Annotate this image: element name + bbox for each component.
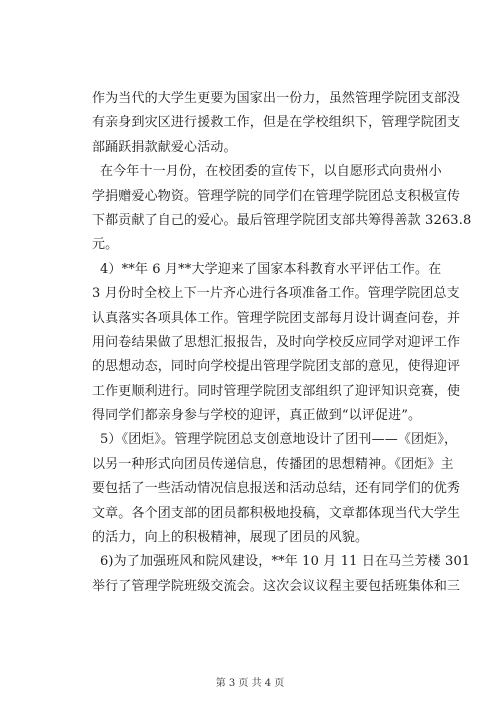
text-line: 下都贡献了自己的爱心。最后管理学院团支部共筹得善款 3263.8: [92, 212, 472, 228]
text-line: 6)为了加强班风和院风建设，**年 10 月 11 日在马兰芳楼 301: [100, 554, 471, 570]
text-line: 5）《团炬》。管理学院团总支创意地设计了团刊——《团炬》，: [100, 432, 458, 448]
text-line: 元。: [92, 237, 119, 253]
text-line: 得同学们都亲身参与学校的迎评，真正做到“以评促进”。: [92, 408, 422, 424]
text-line: 认真落实各项具体工作。管理学院团支部每月设计调查问卷，并: [92, 310, 461, 326]
text-line: 在今年十一月份，在校团委的宣传下，以自愿形式向贵州小: [100, 164, 442, 180]
text-line: 工作更顺利进行。同时管理学院团支部组织了迎评知识竞赛，使: [92, 383, 461, 399]
text-line: 的思想动态，同时向学校提出管理学院团支部的意见，使得迎评: [92, 359, 461, 375]
text-line: 以另一种形式向团员传递信息，传播团的思想精神。《团炬》主: [92, 456, 454, 472]
text-line: 的活力，向上的积极精神，展现了团员的风貌。: [92, 530, 369, 546]
text-line: 用问卷结果做了思想汇报报告，及时向学校反应同学对迎评工作: [92, 334, 461, 350]
text-line: 学捐赠爱心物资。管理学院的同学们在管理学院团总支积极宣传: [92, 188, 461, 204]
text-line: 4）**年 6 月**大学迎来了国家本科教育水平评估工作。在: [100, 261, 442, 277]
text-line: 3 月份时全校上下一片齐心进行各项准备工作。管理学院团总支: [92, 286, 460, 302]
text-line: 举行了管理学院班级交流会。这次会议议程主要包括班集体和三: [92, 578, 461, 594]
text-line: 作为当代的大学生更要为国家出一份力，虽然管理学院团支部没: [92, 91, 461, 106]
text-line: 部踊跃捐款献爱心活动。: [92, 139, 237, 155]
document-body: [92, 87, 472, 599]
page-number-footer: 第 3 页 共 4 页: [215, 678, 285, 689]
text-line: 有亲身到灾区进行援救工作，但是在学校组织下，管理学院团支: [92, 115, 461, 131]
text-line: 要包括了一些活动情况信息报送和活动总结，还有同学们的优秀: [92, 481, 461, 497]
text-line: 文章。各个团支部的团员都积极地投稿，文章都体现当代大学生: [92, 505, 461, 521]
